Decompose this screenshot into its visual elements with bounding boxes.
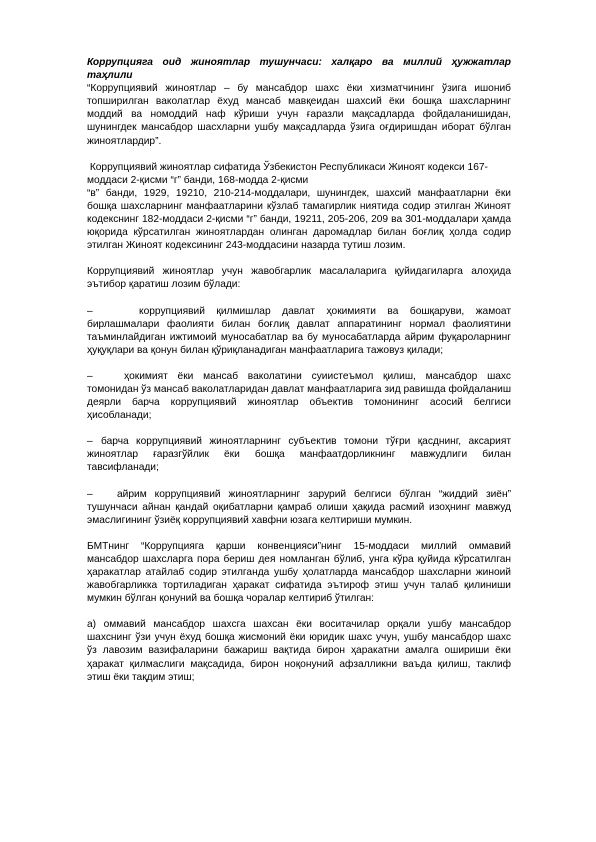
list-item-text: ҳокимият ёки мансаб ваколатини суиистеъмол қилиш, мансабдор шахс томонидан ўз мансаб ваколатларидан давлат манфаатларига зид равишда фойдаланиш деярли барча коррупциявий жиноятлар объектив томонининг асосий белгиси ҳисобланади; xyxy=(87,370,511,422)
list-item xyxy=(87,488,511,527)
definition-paragraph: “Коррупциявий жиноятлар – бу мансабдор шахс ёки хизматчининг ўзига ишониб топширилган ваколатлар ёхуд мансаб мавқеидан шахсий ёки бошқа шахсларнинг моддий ва номоддий наф кўриши учун ғаразли мақсадларда фойдаланишидан, шунингдек мансабдор шасхларни ушбу мақсадларда ўзига оғдиришдан иборат бўлган жиноятлардир”. xyxy=(87,83,511,147)
list-item xyxy=(87,370,511,422)
spacer xyxy=(87,357,511,370)
document-page xyxy=(87,56,511,684)
document-title: Коррупцияга оид жиноятлар тушунчаси: халқаро ва миллий ҳужжатлар таҳлили xyxy=(87,57,511,82)
criminal-code-line-2: моддаси 2-қисми “г” банди, 168-модда 2-қисми xyxy=(87,174,309,186)
list-item-text: барча коррупциявий жиноятларнинг субъектив томони тўғри қасднинг, аксарият жиноятлар ғаразгўйлик ёки бошқа манфаатдорликнинг мавжудлиги билан тавсифланади; xyxy=(87,436,511,474)
list-item-text: айрим коррупциявий жиноятларнинг зарурий белгиси бўлган “жиддий зиён” тушунчаси айнан қандай оқибатларни қамраб олиши ҳақида расмий изоҳнинг мавжуд эмаслигининг ўзиёқ коррупциявий хавфни юзага келтириши мумкин. xyxy=(87,488,511,526)
un-convention-paragraph: БМТнинг “Коррупцияга қарши конвенцияси”нинг 15-моддаси миллий оммавий мансабдор шахсларга пора бериш дея номланган бўлиб, унга кўра қуйида кўрсатилган ҳаракатлар атайлаб содир этилганда ушбу ҳолатларда мансабдор шахсларни жиноий жавобгарликка тортиладиган ҳаракат сифатида эътироф этиш учун талаб қилиниши мумкин бўлган қонуний ва бошқа чоралар келтириб ўтилган: xyxy=(87,540,511,605)
spacer xyxy=(87,527,511,540)
list-dash: – xyxy=(87,488,93,500)
spacer xyxy=(87,605,511,618)
spacer xyxy=(87,422,511,435)
criminal-code-line-1: Коррупциявий жиноятлар сифатида Ўзбекистон Республикаси Жиноят кодекси 167- xyxy=(87,161,488,173)
list-dash: – xyxy=(87,305,93,317)
spacer xyxy=(87,148,511,161)
liability-intro-paragraph: Коррупциявий жиноятлар учун жавобгарлик масалаларига қуйидагиларга алоҳида эътибор қаратиш лозим бўлади: xyxy=(87,266,511,291)
spacer xyxy=(87,292,511,305)
list-item xyxy=(87,305,511,357)
spacer xyxy=(87,475,511,488)
list-item xyxy=(87,435,511,474)
criminal-code-rest: “в” банди, 1929, 19210, 210-214-моддалари, шунингдек, шахсий манфаатларни ёки бошқа шахсларнинг манфаатларини кўзлаб тамагирлик ниятида содир этилган Жиноят кодекснинг 182-моддаси 2-қисми “г” банди, 19211, 205-206, 209 ва 301-моддалари ҳамда юқорида кўрсатилган жиноятлардан олинган даромадлар билан боғлиқ ҳолда содир этилган Жиноят кодексининг 243-моддасини назарда тутиш лозим. xyxy=(87,187,511,252)
list-dash: – xyxy=(87,436,93,448)
spacer xyxy=(87,252,511,265)
list-dash: – xyxy=(87,370,93,382)
criminal-code-paragraph xyxy=(87,161,511,253)
list-item-text: коррупциявий қилмишлар давлат ҳокимияти ва бошқаруви, жамоат бирлашмалари фаолияти билан боғлиқ давлат аппаратининг нормал фаолиятини таъминлайдиган ижтимоий муносабатлар ва бу муносабатларда айрим фуқароларнинг ҳуқуқлари ва қонун билан қўриқланадиган манфаатларига тажовуз қилади; xyxy=(87,305,511,356)
point-a-paragraph: а) оммавий мансабдор шахсга шахсан ёки воситачилар орқали ушбу мансабдор шахснинг ўзи учун ёхуд бошқа жисмоний ёки юридик шахс учун, ушбу мансабдор шахс ўз лавозим вазифаларини бажариш вақтида бирон ҳаракатни амалга ошириши ёки ҳаракат қилмаслиги мақсадида, бирон ноқонуний афзалликни ваъда қилиш, таклиф этиш ёки тақдим этиш; xyxy=(87,619,511,683)
